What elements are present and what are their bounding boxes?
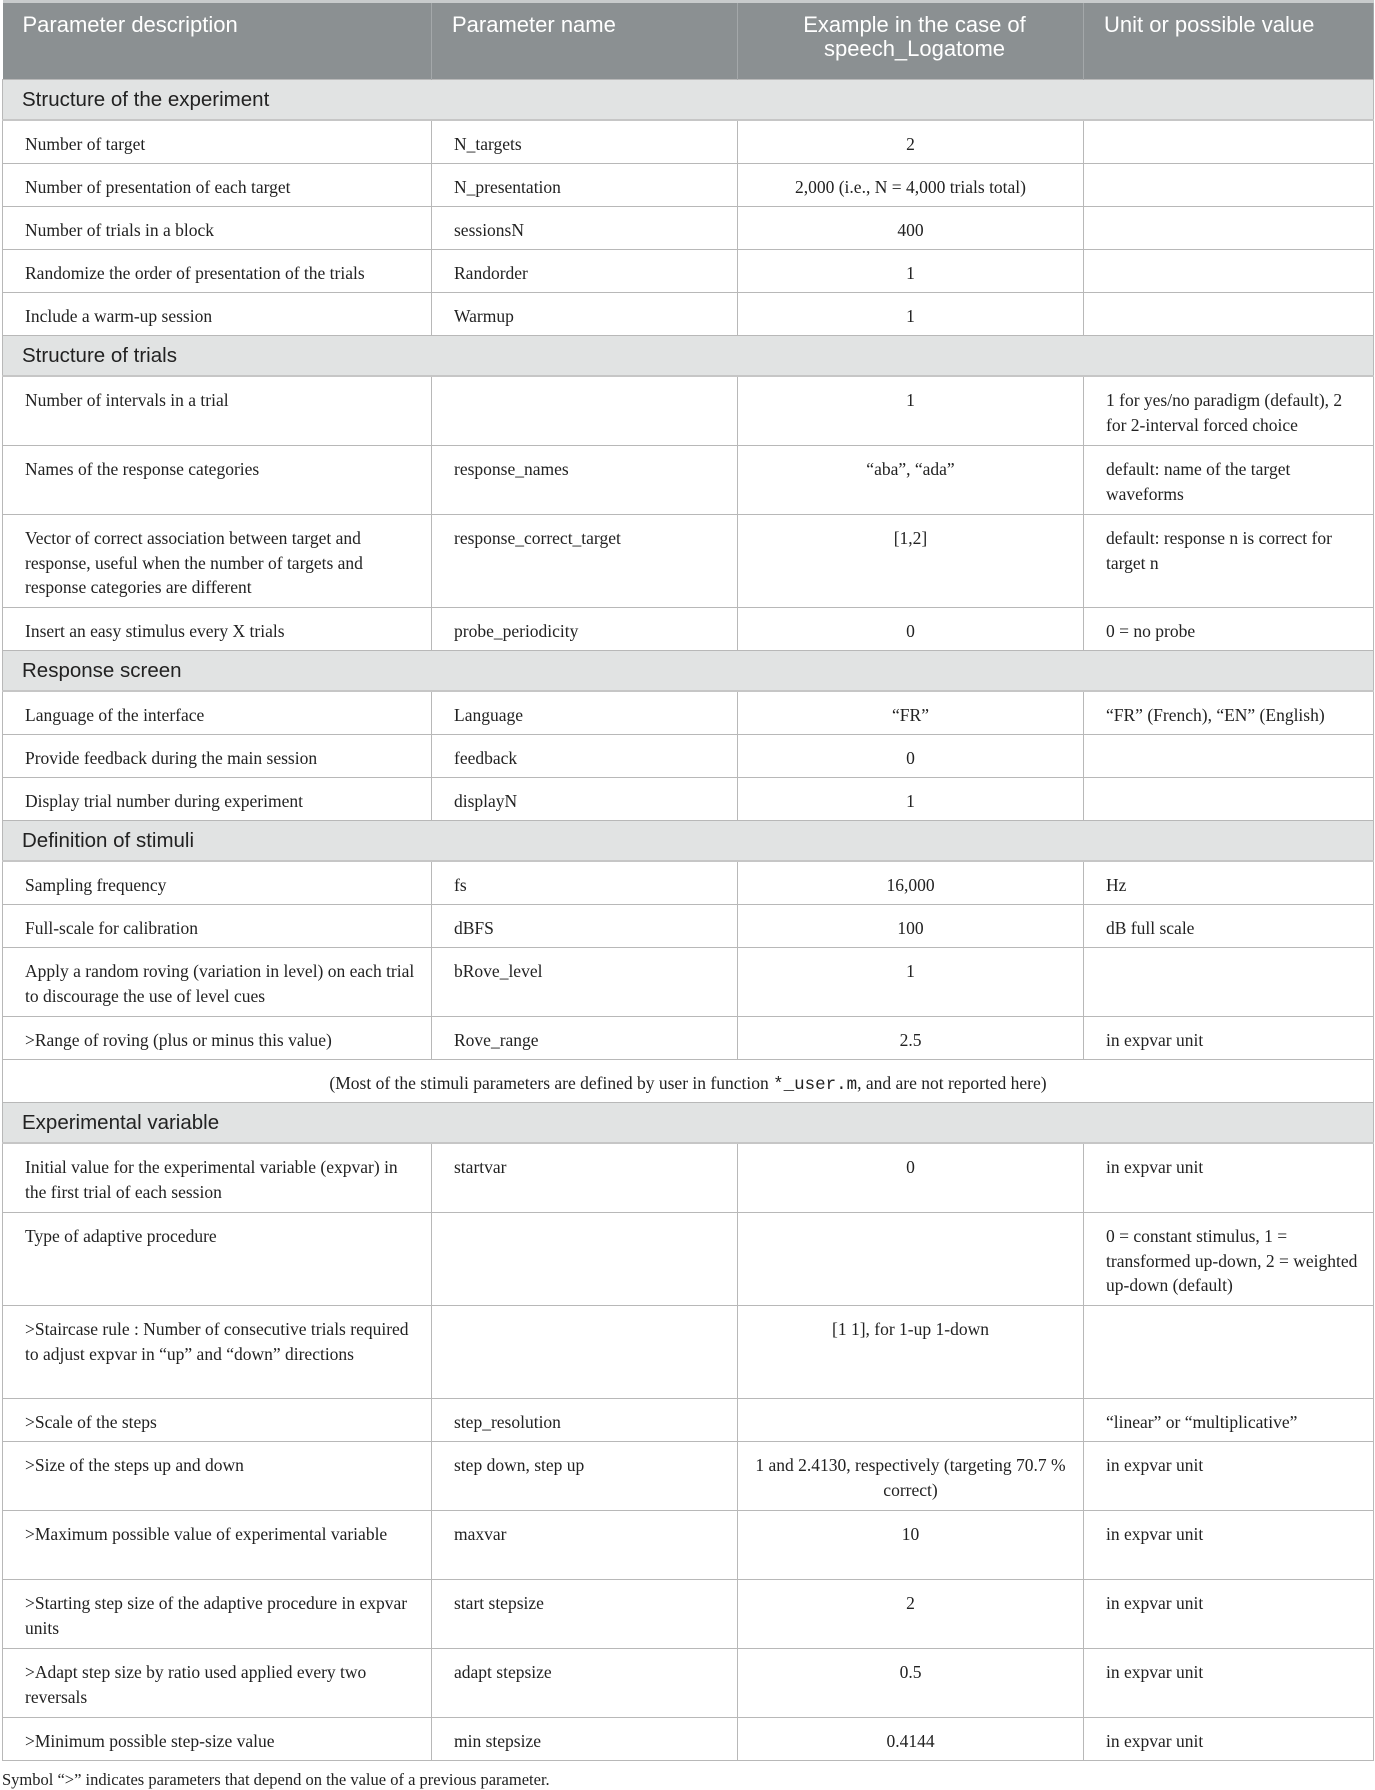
cell-name: step_resolution: [432, 1399, 738, 1442]
cell-name: dBFS: [432, 905, 738, 948]
cell-example: 1: [738, 376, 1084, 446]
cell-unit: [1084, 293, 1374, 336]
cell-description: Include a warm-up session: [3, 293, 432, 336]
header-description: Parameter description: [3, 2, 432, 80]
cell-example: 2: [738, 120, 1084, 164]
header-example: Example in the case of speech_Logatome: [738, 2, 1084, 80]
table-row: [3, 608, 1374, 651]
cell-unit: [1084, 164, 1374, 207]
cell-name: response_names: [432, 446, 738, 515]
cell-name: fs: [432, 861, 738, 905]
cell-example: 2: [738, 1580, 1084, 1649]
section-title: Experimental variable: [3, 1103, 1374, 1144]
cell-description: Insert an easy stimulus every X trials: [3, 608, 432, 651]
table-row: [3, 1399, 1374, 1442]
cell-description: >Minimum possible step-size value: [3, 1718, 432, 1761]
cell-unit: “FR” (French), “EN” (English): [1084, 691, 1374, 735]
cell-description: Language of the interface: [3, 691, 432, 735]
table-row: [3, 120, 1374, 164]
note-row: [3, 1060, 1374, 1103]
cell-name: adapt stepsize: [432, 1649, 738, 1718]
table-row: [3, 1511, 1374, 1580]
cell-description: Number of trials in a block: [3, 207, 432, 250]
cell-description: Full-scale for calibration: [3, 905, 432, 948]
cell-example: 2,000 (i.e., N = 4,000 trials total): [738, 164, 1084, 207]
table-row: [3, 1580, 1374, 1649]
cell-description: Type of adaptive procedure: [3, 1213, 432, 1306]
section-header: [3, 80, 1374, 121]
note-code: *_user.m: [773, 1075, 858, 1095]
section-title: Definition of stimuli: [3, 821, 1374, 862]
cell-example: “FR”: [738, 691, 1084, 735]
cell-unit: “linear” or “multiplicative”: [1084, 1399, 1374, 1442]
note-text: (Most of the stimuli parameters are defined by user in function: [329, 1073, 774, 1093]
cell-description: Number of intervals in a trial: [3, 376, 432, 446]
table-row: [3, 207, 1374, 250]
header-name: Parameter name: [432, 2, 738, 80]
stimuli-note: [3, 1060, 1374, 1103]
table-row: [3, 250, 1374, 293]
cell-description: Randomize the order of presentation of the trials: [3, 250, 432, 293]
cell-unit: [1084, 778, 1374, 821]
cell-unit: in expvar unit: [1084, 1649, 1374, 1718]
cell-example: 1: [738, 293, 1084, 336]
cell-unit: 1 for yes/no paradigm (default), 2 for 2-interval forced choice: [1084, 376, 1374, 446]
cell-unit: 0 = constant stimulus, 1 = transformed up-down, 2 = weighted up-down (default): [1084, 1213, 1374, 1306]
parameter-table: [2, 0, 1374, 1761]
table-row: [3, 1143, 1374, 1213]
cell-description: Display trial number during experiment: [3, 778, 432, 821]
cell-example: [738, 1399, 1084, 1442]
cell-example: 1: [738, 948, 1084, 1017]
table-row: [3, 1306, 1374, 1399]
cell-description: Number of target: [3, 120, 432, 164]
cell-name: N_targets: [432, 120, 738, 164]
cell-name: probe_periodicity: [432, 608, 738, 651]
cell-example: [738, 1213, 1084, 1306]
section-title: Response screen: [3, 651, 1374, 692]
cell-unit: Hz: [1084, 861, 1374, 905]
cell-description: >Starting step size of the adaptive procedure in expvar units: [3, 1580, 432, 1649]
cell-example: 400: [738, 207, 1084, 250]
cell-unit: [1084, 735, 1374, 778]
table-row: [3, 778, 1374, 821]
cell-description: >Size of the steps up and down: [3, 1442, 432, 1511]
cell-unit: default: name of the target waveforms: [1084, 446, 1374, 515]
cell-unit: in expvar unit: [1084, 1580, 1374, 1649]
cell-description: >Range of roving (plus or minus this value): [3, 1017, 432, 1060]
cell-unit: [1084, 948, 1374, 1017]
cell-description: Provide feedback during the main session: [3, 735, 432, 778]
cell-example: 10: [738, 1511, 1084, 1580]
cell-unit: in expvar unit: [1084, 1017, 1374, 1060]
cell-example: 0: [738, 608, 1084, 651]
cell-name: start stepsize: [432, 1580, 738, 1649]
cell-example: 0.4144: [738, 1718, 1084, 1761]
cell-name: [432, 1306, 738, 1399]
cell-unit: [1084, 207, 1374, 250]
cell-name: feedback: [432, 735, 738, 778]
cell-unit: [1084, 1306, 1374, 1399]
cell-unit: dB full scale: [1084, 905, 1374, 948]
header-unit: Unit or possible value: [1084, 2, 1374, 80]
cell-unit: 0 = no probe: [1084, 608, 1374, 651]
cell-unit: [1084, 120, 1374, 164]
section-header: [3, 651, 1374, 692]
cell-description: >Scale of the steps: [3, 1399, 432, 1442]
cell-name: bRove_level: [432, 948, 738, 1017]
section-title: Structure of the experiment: [3, 80, 1374, 121]
cell-name: min stepsize: [432, 1718, 738, 1761]
section-title: Structure of trials: [3, 336, 1374, 377]
cell-description: Number of presentation of each target: [3, 164, 432, 207]
table-row: [3, 1649, 1374, 1718]
cell-unit: in expvar unit: [1084, 1442, 1374, 1511]
table-row: [3, 376, 1374, 446]
section-header: [3, 821, 1374, 862]
cell-example: [1 1], for 1-up 1-down: [738, 1306, 1084, 1399]
cell-description: >Maximum possible value of experimental variable: [3, 1511, 432, 1580]
table-row: [3, 1718, 1374, 1761]
cell-name: sessionsN: [432, 207, 738, 250]
cell-unit: in expvar unit: [1084, 1718, 1374, 1761]
cell-name: startvar: [432, 1143, 738, 1213]
cell-example: “aba”, “ada”: [738, 446, 1084, 515]
cell-unit: [1084, 250, 1374, 293]
note-text-end: , and are not reported here): [857, 1073, 1047, 1093]
cell-example: [1,2]: [738, 515, 1084, 608]
cell-example: 2.5: [738, 1017, 1084, 1060]
section-header: [3, 336, 1374, 377]
section-header: [3, 1103, 1374, 1144]
table-row: [3, 948, 1374, 1017]
cell-unit: in expvar unit: [1084, 1143, 1374, 1213]
table-row: [3, 1017, 1374, 1060]
cell-name: Randorder: [432, 250, 738, 293]
table-row: [3, 1213, 1374, 1306]
cell-name: step down, step up: [432, 1442, 738, 1511]
cell-description: Sampling frequency: [3, 861, 432, 905]
cell-name: [432, 1213, 738, 1306]
table-row: [3, 905, 1374, 948]
cell-example: 100: [738, 905, 1084, 948]
table-row: [3, 446, 1374, 515]
cell-unit: default: response n is correct for target n: [1084, 515, 1374, 608]
footnote: Symbol “>” indicates parameters that depend on the value of a previous parameter.: [2, 1770, 550, 1789]
cell-name: N_presentation: [432, 164, 738, 207]
table-row: [3, 293, 1374, 336]
cell-example: 0: [738, 1143, 1084, 1213]
cell-name: maxvar: [432, 1511, 738, 1580]
cell-example: 0.5: [738, 1649, 1084, 1718]
cell-name: response_correct_target: [432, 515, 738, 608]
header-row: [3, 2, 1374, 80]
cell-example: 1: [738, 250, 1084, 293]
cell-example: 0: [738, 735, 1084, 778]
cell-example: 16,000: [738, 861, 1084, 905]
cell-description: Vector of correct association between target and response, useful when the number of targets and response categories are different: [3, 515, 432, 608]
cell-name: Rove_range: [432, 1017, 738, 1060]
table-row: [3, 1442, 1374, 1511]
cell-description: Initial value for the experimental variable (expvar) in the first trial of each session: [3, 1143, 432, 1213]
cell-name: displayN: [432, 778, 738, 821]
cell-name: Language: [432, 691, 738, 735]
table-row: [3, 861, 1374, 905]
cell-description: >Adapt step size by ratio used applied every two reversals: [3, 1649, 432, 1718]
cell-example: 1 and 2.4130, respectively (targeting 70.7 % correct): [738, 1442, 1084, 1511]
table-row: [3, 515, 1374, 608]
cell-description: >Staircase rule : Number of consecutive trials required to adjust expvar in “up” and “down” directions: [3, 1306, 432, 1399]
cell-description: Names of the response categories: [3, 446, 432, 515]
cell-example: 1: [738, 778, 1084, 821]
table-row: [3, 735, 1374, 778]
table-row: [3, 691, 1374, 735]
cell-name: Warmup: [432, 293, 738, 336]
cell-description: Apply a random roving (variation in level) on each trial to discourage the use of level cues: [3, 948, 432, 1017]
table-row: [3, 164, 1374, 207]
cell-unit: in expvar unit: [1084, 1511, 1374, 1580]
cell-name: [432, 376, 738, 446]
